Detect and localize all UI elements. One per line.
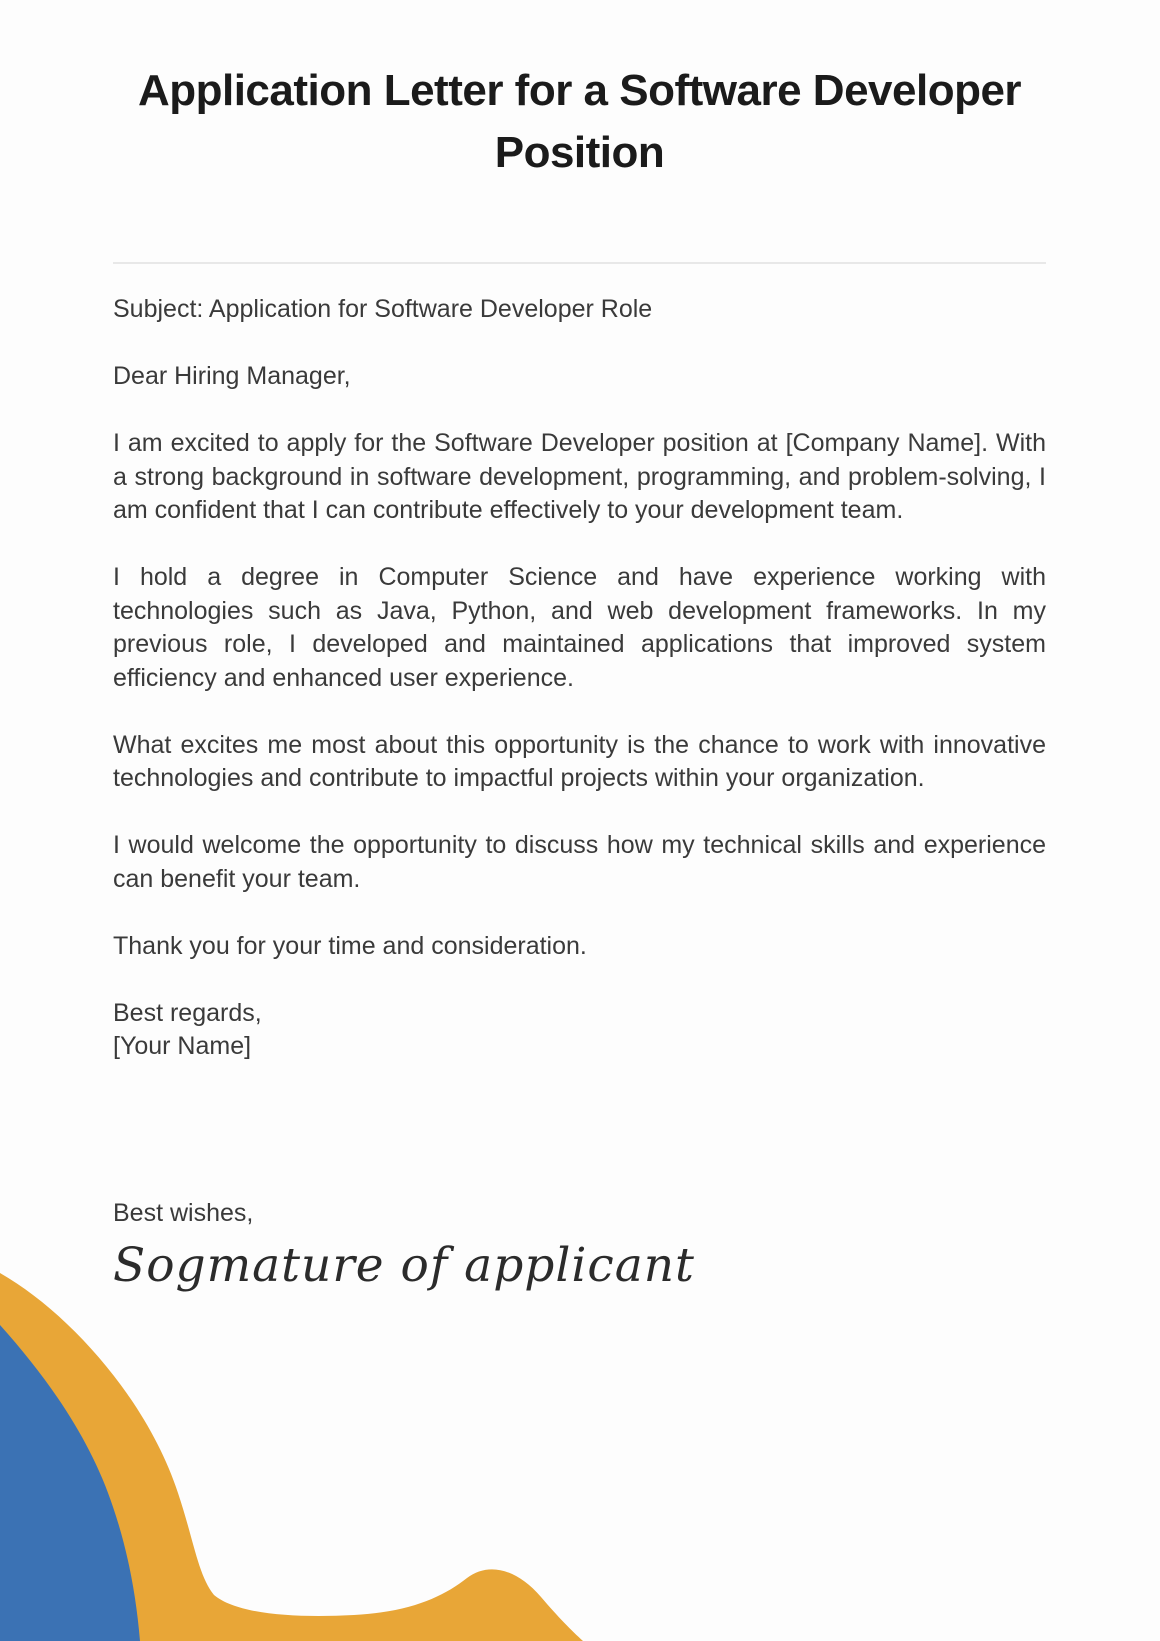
paragraph-experience: I hold a degree in Computer Science and have experience working with technologies such as Java, Python, and web development frameworks. In my previous role, I developed and maintained applications that improved system efficiency and enhanced user experience. xyxy=(113,563,1046,692)
closing-phrase: Best regards, xyxy=(113,998,262,1027)
paragraph-thanks: Thank you for your time and consideration. xyxy=(113,931,587,960)
name-placeholder: [Your Name] xyxy=(113,1032,252,1060)
divider-line xyxy=(113,262,1046,264)
corner-decoration xyxy=(0,1241,700,1641)
farewell-phrase: Best wishes, xyxy=(113,1198,254,1227)
handwritten-signature: Sogmature of applicant xyxy=(113,1238,695,1293)
paragraph-invitation: I would welcome the opportunity to discuss how my technical skills and experience can benefit your team. xyxy=(113,831,1046,893)
subject-line: Subject: Application for Software Developer Role xyxy=(113,295,653,323)
salutation: Dear Hiring Manager, xyxy=(113,362,351,390)
closing-block xyxy=(113,997,1046,1064)
paragraph-intro: I am excited to apply for the Software Developer position at [Company Name]. With a strong background in software development, programming, and problem-solving, I am confident that I can contribute effectively to your development team. xyxy=(113,429,1046,524)
page-title: Application Letter for a Software Developer Position xyxy=(137,66,1022,177)
paragraph-motivation: What excites me most about this opportunity is the chance to work with innovative technologies and contribute to impactful projects within your organization. xyxy=(113,730,1046,792)
